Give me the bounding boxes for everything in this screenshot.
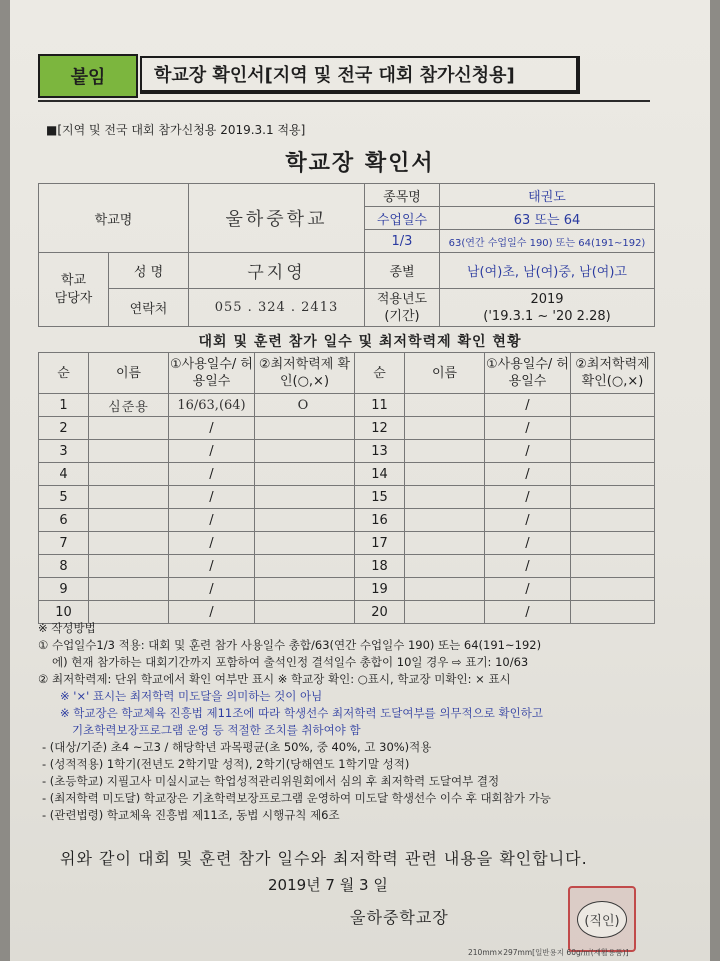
year-label-line1: 적용년도 xyxy=(376,291,428,307)
year-value-line2: ('19.3.1 ~ '20 2.28) xyxy=(483,308,611,324)
row-min: O xyxy=(255,394,355,417)
row-name xyxy=(89,509,169,532)
row-no: 10 xyxy=(39,601,89,624)
signing-date: 2019년 7 월 3 일 xyxy=(268,876,388,894)
detail-target: - (대상/기준) 초4 ~고3 / 해당학년 과목평균(초 50%, 중 40%, 고 30%)적용 xyxy=(42,740,432,754)
header-min: ②최저학력제 확인(○,×) xyxy=(571,353,655,394)
row-used: / xyxy=(169,532,255,555)
school-label: 학교명 xyxy=(39,184,189,253)
row-no: 18 xyxy=(355,555,405,578)
ledger-header-row xyxy=(39,353,655,394)
row-used: / xyxy=(485,394,571,417)
paper-spec: 210mm×297mm[일반용지 60g/㎡(재활용품)] xyxy=(468,948,629,957)
row-no: 16 xyxy=(355,509,405,532)
row-no: 6 xyxy=(39,509,89,532)
name-label: 성 명 xyxy=(109,253,189,289)
row-name xyxy=(405,463,485,486)
row-name xyxy=(89,532,169,555)
row-no: 9 xyxy=(39,578,89,601)
row-no: 1 xyxy=(39,394,89,417)
days-value-2: 63(연간 수업일수 190) 또는 64(191~192) xyxy=(440,230,655,253)
row-name xyxy=(89,417,169,440)
row-used: / xyxy=(169,463,255,486)
table-row xyxy=(39,394,655,417)
contact-label: 연락처 xyxy=(109,289,189,327)
manager-label-line2: 담당자 xyxy=(54,290,93,306)
days-label-2: 1/3 xyxy=(365,230,440,253)
row-used: / xyxy=(169,417,255,440)
header-name: 이름 xyxy=(89,353,169,394)
table-row xyxy=(39,532,655,555)
school-value: 울하중학교 xyxy=(189,184,365,253)
year-value xyxy=(440,289,655,327)
detail-law: - (관련법령) 학교체육 진흥법 제11조, 동법 시행규칙 제6조 xyxy=(42,808,340,822)
detail-grades: - (성적적용) 1학기(전년도 2학기말 성적), 2학기(당해연도 1학기말 성적) xyxy=(42,757,410,771)
row-min xyxy=(571,463,655,486)
form-note: ■[지역 및 전국 대회 참가신청용 2019.3.1 적용] xyxy=(46,123,306,137)
row-used: / xyxy=(169,555,255,578)
row-no: 4 xyxy=(39,463,89,486)
row-name xyxy=(405,509,485,532)
row-used: / xyxy=(485,601,571,624)
row-no: 12 xyxy=(355,417,405,440)
days-label-1: 수업일수 xyxy=(365,207,440,230)
row-no: 17 xyxy=(355,532,405,555)
year-value-line1: 2019 xyxy=(530,291,564,307)
info-table xyxy=(38,183,655,327)
sport-label: 종목명 xyxy=(365,184,440,207)
row-name xyxy=(405,417,485,440)
name-value: 구지영 xyxy=(189,253,365,289)
attachment-badge: 붙임 xyxy=(38,54,138,98)
row-name xyxy=(405,555,485,578)
contact-value: 055 . 324 . 2413 xyxy=(189,289,365,327)
row-min xyxy=(255,532,355,555)
principal-signature: 울하중학교장 xyxy=(350,908,449,927)
row-min xyxy=(255,440,355,463)
row-name xyxy=(405,532,485,555)
category-label: 종별 xyxy=(365,253,440,289)
row-no: 14 xyxy=(355,463,405,486)
row-used: 16/63,(64) xyxy=(169,394,255,417)
row-no: 11 xyxy=(355,394,405,417)
category-value: 남(여)초, 남(여)중, 남(여)고 xyxy=(440,253,655,289)
days-value-1: 63 또는 64 xyxy=(440,207,655,230)
row-min xyxy=(571,555,655,578)
detail-elementary: - (초등학교) 지필고사 미실시교는 학업성적관리위원회에서 심의 후 최저학력 도달여부 결정 xyxy=(42,774,500,788)
row-no: 20 xyxy=(355,601,405,624)
instructions xyxy=(38,620,678,824)
row-used: / xyxy=(485,486,571,509)
table-row xyxy=(39,578,655,601)
header-name: 이름 xyxy=(405,353,485,394)
year-label-line2: (기간) xyxy=(384,308,420,324)
document-title: 학교장 확인서 xyxy=(285,151,435,176)
row-used: / xyxy=(169,486,255,509)
row-used: / xyxy=(485,509,571,532)
row-min xyxy=(571,532,655,555)
header-used: ①사용일수/ 허용일수 xyxy=(485,353,571,394)
table-row xyxy=(39,463,655,486)
row-used: / xyxy=(485,578,571,601)
instructions-heading: ※ 작성방법 xyxy=(38,621,96,635)
row-min xyxy=(255,486,355,509)
header-title: 학교장 확인서[지역 및 전국 대회 참가신청용] xyxy=(140,56,580,94)
row-name xyxy=(89,463,169,486)
ledger-table xyxy=(38,352,655,624)
row-used: / xyxy=(485,440,571,463)
row-name xyxy=(405,578,485,601)
row-min xyxy=(255,417,355,440)
row-used: / xyxy=(169,509,255,532)
row-min xyxy=(571,417,655,440)
header-no: 순 xyxy=(355,353,405,394)
row-min xyxy=(255,509,355,532)
row-name xyxy=(405,486,485,509)
row-no: 3 xyxy=(39,440,89,463)
header-divider xyxy=(38,100,650,102)
row-min xyxy=(255,578,355,601)
instruction-2: ② 최저학력제: 단위 학교에서 확인 여부만 표시 ※ 학교장 확인: ○표시, 학교장 미확인: × 표시 xyxy=(38,672,511,686)
instruction-2-note-c: 기초학력보장프로그램 운영 등 적절한 조치를 취하여야 함 xyxy=(72,723,361,737)
row-no: 8 xyxy=(39,555,89,578)
year-label xyxy=(365,289,440,327)
row-name xyxy=(89,555,169,578)
header-min: ②최저학력제 확인(○,×) xyxy=(255,353,355,394)
manager-label-line1: 학교 xyxy=(60,272,87,288)
manager-label xyxy=(39,253,109,327)
row-name xyxy=(89,578,169,601)
document-page xyxy=(10,0,710,961)
row-min xyxy=(571,509,655,532)
confirmation-statement: 위와 같이 대회 및 훈련 참가 일수와 최저학력 관련 내용을 확인합니다. xyxy=(60,849,588,868)
row-min xyxy=(571,486,655,509)
row-min xyxy=(255,463,355,486)
row-no: 2 xyxy=(39,417,89,440)
row-min xyxy=(571,394,655,417)
row-no: 19 xyxy=(355,578,405,601)
row-used: / xyxy=(169,601,255,624)
official-seal xyxy=(568,886,636,952)
instruction-1: ① 수업일수1/3 적용: 대회 및 훈련 참가 사용일수 총합/63(연간 수업일수 190) 또는 64(191~192) xyxy=(38,638,542,652)
row-name xyxy=(405,394,485,417)
row-used: / xyxy=(485,463,571,486)
row-min xyxy=(571,578,655,601)
row-name xyxy=(89,486,169,509)
table-row xyxy=(39,555,655,578)
header-no: 순 xyxy=(39,353,89,394)
row-name xyxy=(89,440,169,463)
table-row xyxy=(39,509,655,532)
sport-value: 태권도 xyxy=(440,184,655,207)
row-used: / xyxy=(485,532,571,555)
instruction-1-example: 에) 현재 참가하는 대회기간까지 포함하여 출석인정 결석일수 총합이 10일 경우 ⇨ 표기: 10/63 xyxy=(52,655,529,669)
row-used: / xyxy=(485,417,571,440)
table-row xyxy=(39,440,655,463)
table-row xyxy=(39,486,655,509)
row-used: / xyxy=(169,440,255,463)
row-no: 7 xyxy=(39,532,89,555)
row-name: 심준용 xyxy=(89,394,169,417)
row-min xyxy=(571,440,655,463)
row-no: 5 xyxy=(39,486,89,509)
row-name xyxy=(405,440,485,463)
instruction-2-note-a: ※ '×' 표시는 최저학력 미도달을 의미하는 것이 아님 xyxy=(60,689,323,703)
table-row xyxy=(39,417,655,440)
section-title: 대회 및 훈련 참가 일수 및 최저학력제 확인 현황 xyxy=(198,334,522,350)
row-used: / xyxy=(169,578,255,601)
detail-unmet: - (최저학력 미도달) 학교장은 기초학력보장프로그램 운영하여 미도달 학생선수 이수 후 대회참가 가능 xyxy=(42,791,551,805)
instruction-2-note-b: ※ 학교장은 학교체육 진흥법 제11조에 따라 학생선수 최저학력 도달여부를 의무적으로 확인하고 xyxy=(60,706,543,720)
row-used: / xyxy=(485,555,571,578)
seal-label: (직인) xyxy=(577,901,626,938)
row-no: 13 xyxy=(355,440,405,463)
row-no: 15 xyxy=(355,486,405,509)
header-used: ①사용일수/ 허용일수 xyxy=(169,353,255,394)
row-min xyxy=(255,555,355,578)
